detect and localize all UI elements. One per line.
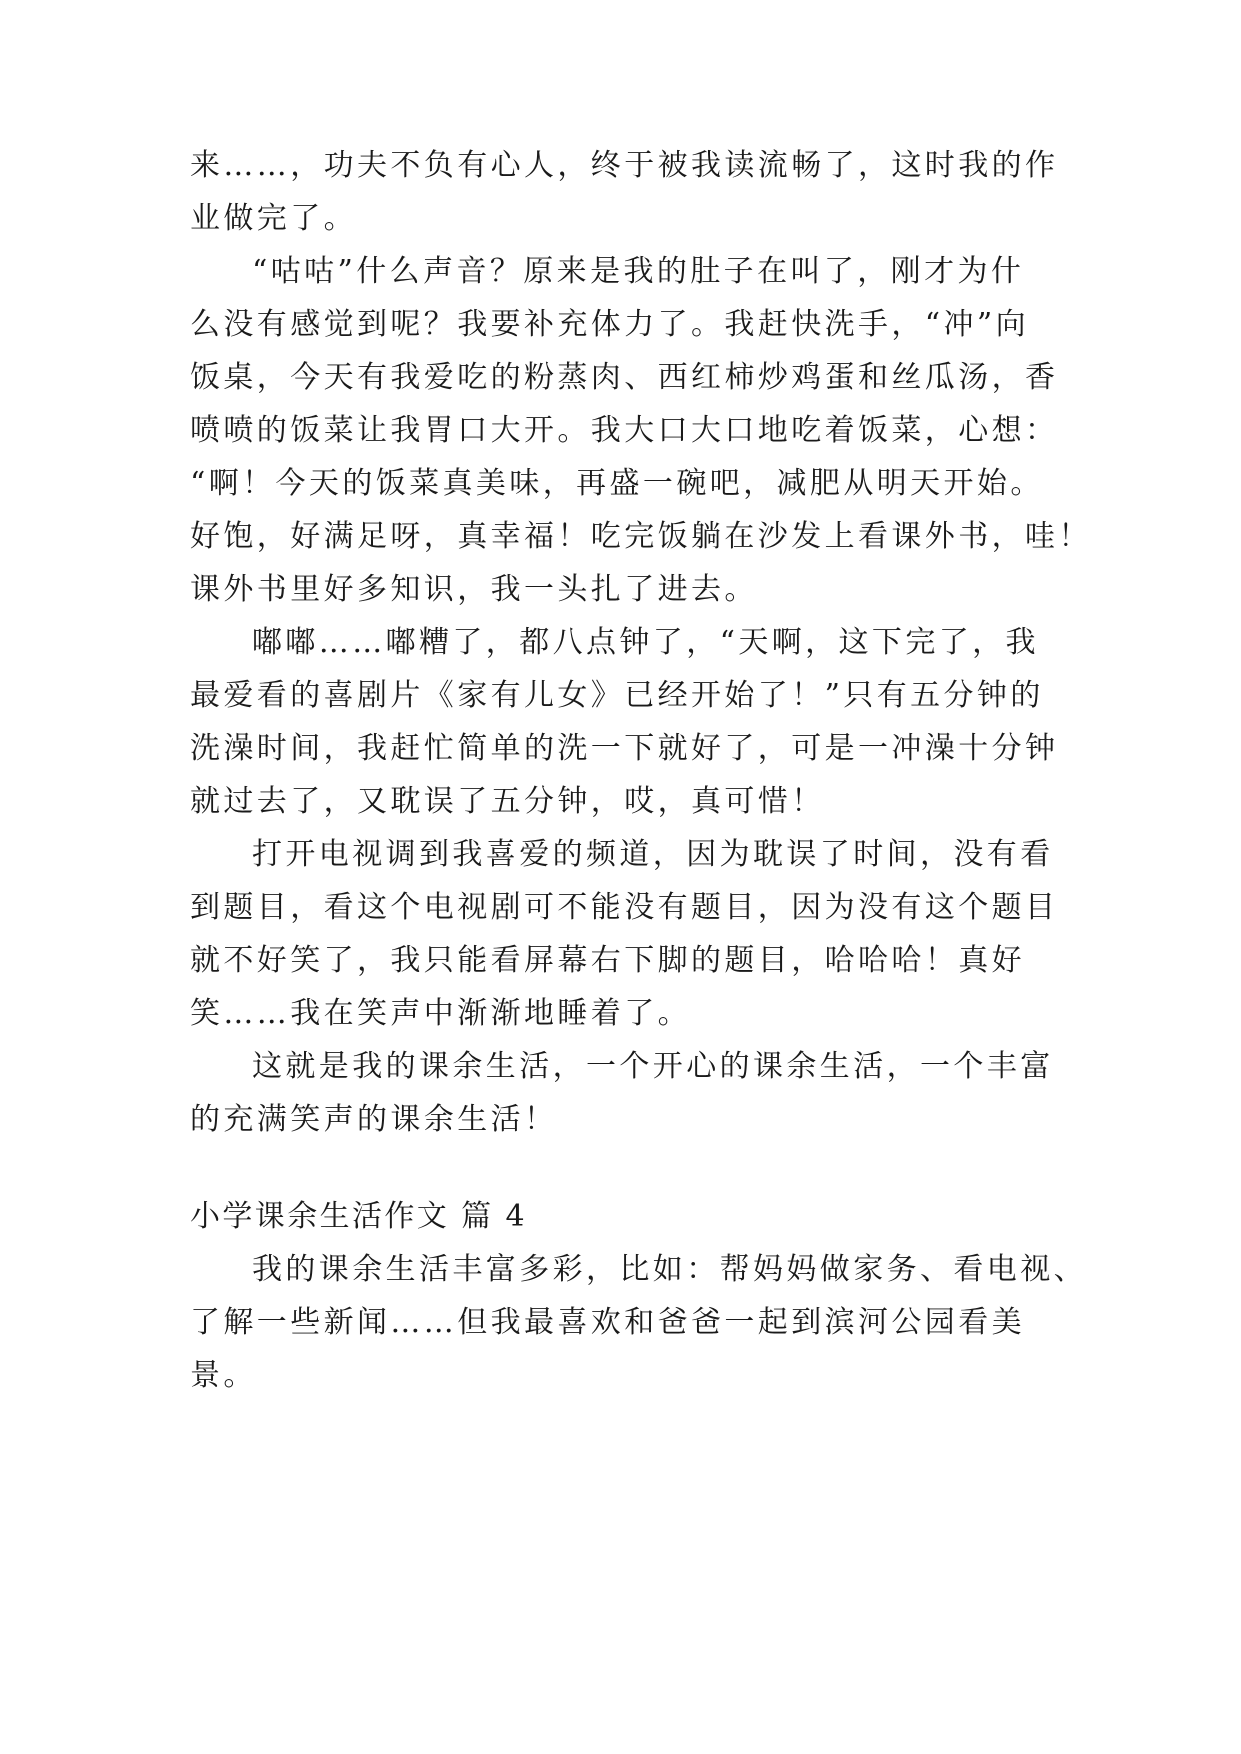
paragraph-line: 嘟嘟……嘟糟了，都八点钟了，“天啊，这下完了，我 [252, 625, 1039, 660]
paragraph-line: 课外书里好多知识，我一头扎了进去。 [190, 572, 758, 607]
paragraph-line: 就不好笑了，我只能看屏幕右下脚的题目，哈哈哈！真好 [190, 943, 1025, 978]
paragraph-line: 笑……我在笑声中渐渐地睡着了。 [190, 996, 691, 1031]
paragraph-line: 么没有感觉到呢？我要补充体力了。我赶快洗手，“冲”向 [190, 307, 1030, 342]
paragraph-line: 就过去了，又耽误了五分钟，哎，真可惜！ [190, 784, 825, 819]
paragraph-line: 好饱，好满足呀，真幸福！吃完饭躺在沙发上看课外书，哇！ [190, 519, 1092, 554]
paragraph-line: 喷喷的饭菜让我胃口大开。我大口大口地吃着饭菜，心想： [190, 413, 1059, 448]
paragraph-line: 打开电视调到我喜爱的频道，因为耽误了时间，没有看 [252, 837, 1054, 872]
paragraph-line: “啊！今天的饭菜真美味，再盛一碗吧，减肥从明天开始。 [190, 466, 1044, 501]
paragraph-line: “咕咕”什么声音？原来是我的肚子在叫了，刚才为什 [252, 254, 1025, 289]
paragraph-line: 洗澡时间，我赶忙简单的洗一下就好了，可是一冲澡十分钟 [190, 731, 1059, 766]
paragraph-line: 来……，功夫不负有心人，终于被我读流畅了，这时我的作 [190, 148, 1059, 183]
section-heading: 小学课余生活作文 篇 4 [190, 1199, 527, 1234]
paragraph-line: 饭桌，今天有我爱吃的粉蒸肉、西红柿炒鸡蛋和丝瓜汤，香 [190, 360, 1059, 395]
paragraph-line: 最爱看的喜剧片《家有儿女》已经开始了！”只有五分钟的 [190, 678, 1044, 713]
paragraph-line: 到题目，看这个电视剧可不能没有题目，因为没有这个题目 [190, 890, 1059, 925]
paragraph-line: 我的课余生活丰富多彩，比如：帮妈妈做家务、看电视、 [252, 1252, 1087, 1287]
paragraph-line: 了解一些新闻……但我最喜欢和爸爸一起到滨河公园看美 [190, 1305, 1025, 1340]
paragraph-line: 景。 [190, 1358, 257, 1393]
paragraph-line: 业做完了。 [190, 201, 357, 236]
paragraph-line: 这就是我的课余生活，一个开心的课余生活，一个丰富 [252, 1049, 1054, 1084]
paragraph-line: 的充满笑声的课余生活！ [190, 1102, 558, 1137]
